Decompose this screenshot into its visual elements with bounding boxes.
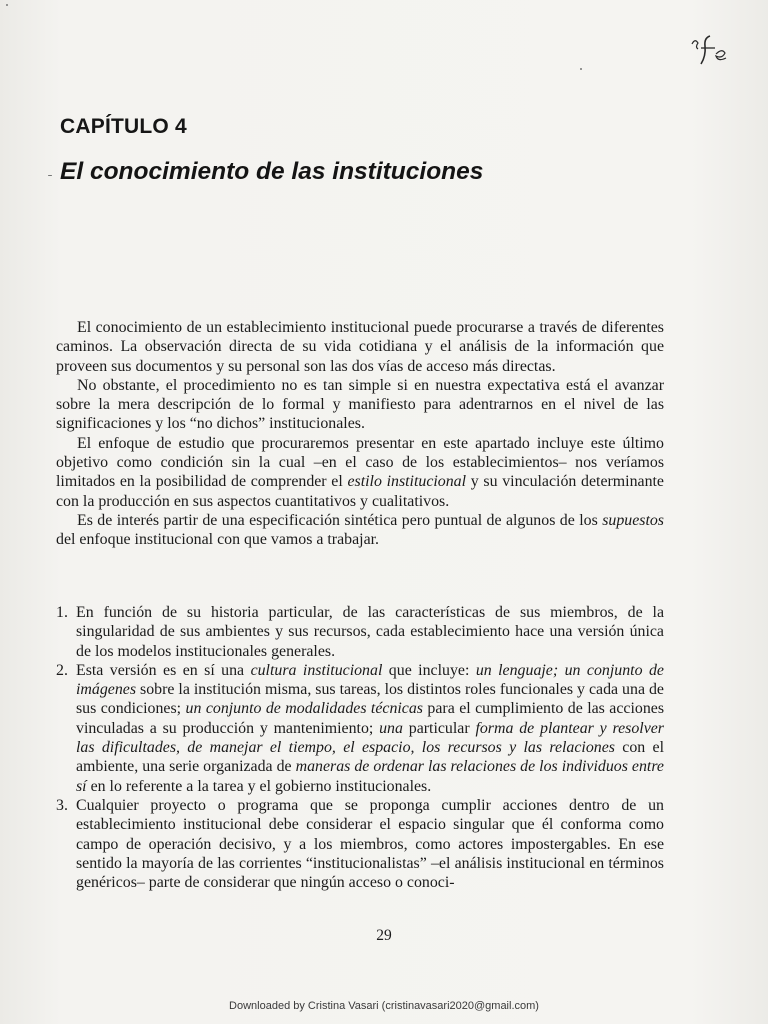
italic-text-segment: una: [379, 719, 403, 737]
list-item-number: 3.: [56, 796, 68, 814]
scan-speck: [48, 175, 52, 176]
text-segment: Cualquier proyecto o programa que se proponga cumplir acciones dentro de un establecimiento institucional debe considerar el espacio singular que él conforma como campo de operación decisivo, y a los miembros, como actores impostergables. En ese sentido la mayoría de las corrientes “institucionalistas” –el análisis institucional en términos genéricos– parte de considerar que ningún acceso o conoci-: [76, 796, 664, 892]
italic-text-segment: supuestos: [602, 511, 664, 529]
text-segment: Esta versión es en sí una: [76, 661, 251, 679]
italic-text-segment: cultura institucional: [250, 661, 383, 679]
italic-text-segment: un lenguaje; un conjunto de imágenes: [76, 661, 664, 699]
scan-speck: [580, 68, 582, 70]
text-segment: y su vinculación determinante con la producción en sus aspectos cuantitativos y cualitativos.: [56, 473, 664, 510]
text-segment: El enfoque de estudio que procuraremos presentar en este apartado incluye este último objetivo como condición sin la cual –en el caso de los establecimientos– nos veríamos limitados en la posibilidad de comprender el: [56, 434, 664, 491]
italic-text-segment: maneras de ordenar las relaciones de los individuos entre sí: [76, 758, 664, 795]
text-segment: para el cumplimiento de las acciones vinculadas a su producción y mantenimiento;: [76, 700, 665, 737]
text-segment: El conocimiento de un establecimiento institucional puede procurarse a través de diferentes caminos. La observación directa de su vida cotidiana y el análisis de la información que proveen sus documentos y su personal son las dos vías de acceso más directas.: [56, 319, 664, 375]
text-segment: del enfoque institucional con que vamos a trabajar.: [56, 531, 380, 549]
text-segment: sobre la institución misma, sus tareas, los distintos roles funcionales y cada una de sus condiciones;: [76, 681, 664, 718]
italic-text-segment: un conjunto de modalidades técnicas: [185, 700, 423, 718]
chapter-title: El conocimiento de las instituciones: [60, 158, 484, 185]
text-segment: Es de interés partir de una especificación sintética pero puntual de algunos de los: [77, 511, 603, 529]
paragraph: [56, 318, 664, 376]
list-item-number: 2.: [56, 661, 68, 679]
list-item: [56, 603, 664, 661]
chapter-label: CAPÍTULO 4: [60, 115, 187, 138]
scan-speck: [6, 4, 8, 6]
text-segment: en lo referente a la tarea y el gobierno institucionales.: [86, 777, 432, 795]
list-item: [56, 796, 664, 892]
list-item-number: 1.: [56, 604, 68, 621]
italic-text-segment: forma de plantear y resolver las dificultades, de manejar el tiempo, el espacio, los recursos y las relaciones: [76, 719, 664, 757]
paragraph: [56, 434, 664, 511]
body-text: [56, 318, 664, 550]
italic-text-segment: estilo institucional: [347, 473, 467, 491]
paragraph: [56, 511, 664, 550]
text-segment: con el ambiente, una serie organizada de: [76, 739, 665, 776]
download-footer: Downloaded by Cristina Vasari (cristinavasari2020@gmail.com): [229, 1000, 539, 1012]
list-item: [56, 661, 664, 796]
page-number: 29: [376, 927, 392, 944]
handwritten-mark: [686, 30, 736, 70]
paragraph: [56, 376, 664, 434]
text-segment: No obstante, el procedimiento no es tan simple si en nuestra expectativa está el avanzar sobre la mera descripción de lo formal y manifiesto para adentrarnos en el nivel de las significaciones y los “no dichos” institucionales.: [56, 376, 664, 433]
numbered-list: [56, 603, 664, 892]
text-segment: En función de su historia particular, de las características de sus miembros, de la singularidad de sus ambientes y sus recursos, cada establecimiento hace una versión única de los modelos institucionales generales.: [76, 604, 664, 660]
text-segment: particular: [402, 719, 476, 737]
text-segment: que incluye:: [382, 661, 476, 679]
